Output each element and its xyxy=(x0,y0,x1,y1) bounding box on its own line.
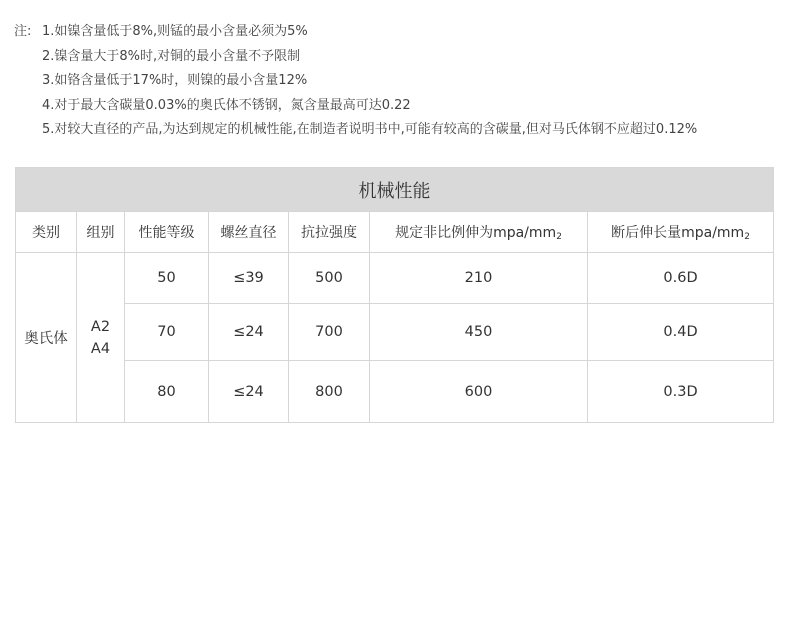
table-row xyxy=(16,361,774,423)
group-a2: A2 xyxy=(90,318,111,335)
elongation-cell: 0.4D xyxy=(588,304,774,361)
tensile-cell: 800 xyxy=(289,361,370,423)
tensile-cell: 700 xyxy=(289,304,370,361)
table-title-row xyxy=(16,168,774,212)
note-text: 5.对较大直径的产品,为达到规定的机械性能,在制造者说明书中,可能有较高的含碳量,但对马氏体钢不应超过0.12% xyxy=(42,122,698,137)
note-item xyxy=(14,96,784,121)
header-elongation-text: 断后伸长量mpa/mm xyxy=(611,225,745,241)
note-item xyxy=(14,22,784,47)
mechanical-properties-table xyxy=(15,167,774,423)
diameter-cell: ≤39 xyxy=(209,253,289,304)
header-elongation xyxy=(588,212,774,253)
tensile-cell: 500 xyxy=(289,253,370,304)
table-row xyxy=(16,304,774,361)
note-item xyxy=(14,47,784,72)
header-grade: 性能等级 xyxy=(125,212,209,253)
grade-cell: 50 xyxy=(125,253,209,304)
note-text: 4.对于最大含碳量0.03%的奥氏体不锈钢，氮含量最高可达0.22 xyxy=(42,97,411,113)
note-text: 3.如铬含量低于17%时，则镍的最小含量12% xyxy=(42,73,308,88)
table-header-row xyxy=(16,212,774,253)
category-cell: 奥氏体 xyxy=(16,253,77,423)
proof-cell: 600 xyxy=(370,361,588,423)
header-diameter: 螺丝直径 xyxy=(209,212,289,253)
elongation-cell: 0.6D xyxy=(588,253,774,304)
grade-cell: 70 xyxy=(125,304,209,361)
header-proof-text: 规定非比例伸为mpa/mm xyxy=(395,225,557,241)
notes-section xyxy=(14,22,784,145)
diameter-cell: ≤24 xyxy=(209,304,289,361)
header-tensile: 抗拉强度 xyxy=(289,212,370,253)
diameter-cell: ≤24 xyxy=(209,361,289,423)
proof-cell: 210 xyxy=(370,253,588,304)
note-item xyxy=(14,120,784,145)
group-cell xyxy=(77,253,125,423)
header-group: 组别 xyxy=(77,212,125,253)
table-title: 机械性能 xyxy=(16,168,774,212)
proof-cell: 450 xyxy=(370,304,588,361)
notes-prefix: 注: xyxy=(14,24,32,39)
elongation-cell: 0.3D xyxy=(588,361,774,423)
note-text: 2.镍含量大于8%时,对铜的最小含量不予限制 xyxy=(42,48,301,64)
note-text: 1.如镍含量低于8%,则锰的最小含量必须为5% xyxy=(42,24,308,39)
header-proof-subscript: 2 xyxy=(556,232,562,242)
header-elongation-subscript: 2 xyxy=(744,232,750,242)
header-proof xyxy=(370,212,588,253)
group-a4: A4 xyxy=(90,340,111,357)
header-category: 类别 xyxy=(16,212,77,253)
note-item xyxy=(14,71,784,96)
grade-cell: 80 xyxy=(125,361,209,423)
table-row xyxy=(16,253,774,304)
